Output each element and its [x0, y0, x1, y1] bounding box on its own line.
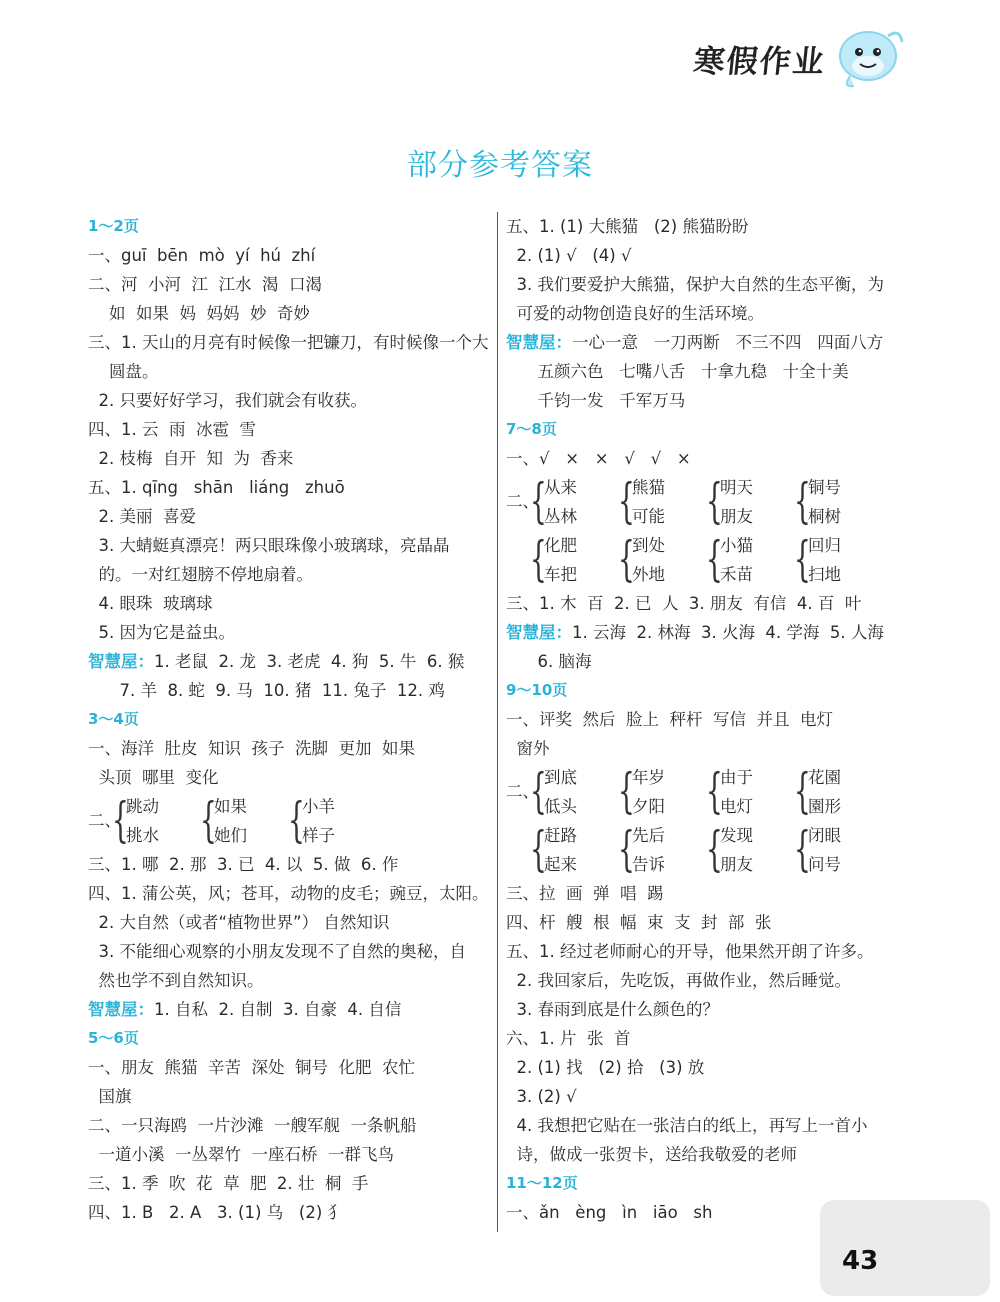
answer-line: 千钧一发 千军万马 — [506, 391, 686, 410]
answer-line: 2. 我回家后，先吃饭，再做作业，然后睡觉。 — [506, 971, 851, 990]
brace-icon: { — [706, 763, 723, 819]
answer-line: 2. 美丽 喜爱 — [88, 507, 196, 526]
pair-word: 发现 — [720, 826, 753, 845]
answer-line: 5. 因为它是益虫。 — [88, 623, 235, 642]
word-pair — [544, 531, 577, 589]
section-heading: 9～10页 — [506, 681, 568, 699]
answer-line: 一、评奖 然后 脸上 秤杆 写信 并且 电灯 — [506, 710, 833, 729]
pair-word: 朋友 — [720, 507, 753, 526]
answer-line: 头顶 哪里 变化 — [88, 768, 219, 787]
answer-line: 2. 枝梅 自开 知 为 香来 — [88, 449, 294, 468]
pair-word: 赶路 — [544, 826, 577, 845]
answer-line: 3. 大蜻蜓真漂亮！两只眼珠像小玻璃球，亮晶晶 — [88, 536, 450, 555]
answer-line: 如 如果 妈 妈妈 妙 奇妙 — [88, 304, 310, 323]
pair-word: 小猫 — [720, 536, 753, 555]
word-pair — [302, 792, 335, 850]
word-pair — [808, 473, 841, 531]
answer-line: 三、拉 画 弹 唱 踢 — [506, 884, 664, 903]
brace-icon: { — [794, 821, 811, 877]
pair-word: 小羊 — [302, 797, 335, 816]
brace-icon: { — [706, 473, 723, 529]
pair-word: 外地 — [632, 565, 665, 584]
answer-line: 3. (2) √ — [506, 1087, 577, 1106]
page-title: 部分参考答案 — [407, 148, 593, 183]
pair-word: 问号 — [808, 855, 841, 874]
answer-line: 圆盘。 — [88, 362, 159, 381]
brace-pair-group — [506, 763, 926, 821]
word-pair — [632, 531, 665, 589]
answer-line: 三、1. 哪 2. 那 3. 已 4. 以 5. 做 6. 作 — [88, 855, 399, 874]
word-pair — [632, 763, 665, 821]
pair-word: 跳动 — [126, 797, 159, 816]
brace-icon: { — [530, 531, 547, 587]
pair-word: 園形 — [808, 797, 841, 816]
answer-line: 2. 只要好好学习，我们就会有收获。 — [88, 391, 367, 410]
brace-icon: { — [288, 792, 305, 848]
answer-line: 四、杆 艘 根 幅 束 支 封 部 张 — [506, 913, 772, 932]
pair-word: 挑水 — [126, 826, 159, 845]
answer-line: 三、1. 季 吹 花 草 肥 2. 壮 桐 手 — [88, 1174, 369, 1193]
brace-icon: { — [706, 821, 723, 877]
word-pair — [808, 821, 841, 879]
pair-word: 由于 — [720, 768, 753, 787]
word-pair — [632, 821, 665, 879]
answer-line: 3. 我们要爱护大熊猫，保护大自然的生态平衡，为 — [506, 275, 884, 294]
word-pair — [720, 821, 753, 879]
section-heading: 5～6页 — [88, 1029, 139, 1047]
word-pair — [214, 792, 247, 850]
answer-line: 的。一对红翅膀不停地扇着。 — [88, 565, 313, 584]
wisdom-house-line — [88, 995, 488, 1024]
answer-line: 然也学不到自然知识。 — [88, 971, 264, 990]
answer-line: 五颜六色 七嘴八舌 十拿九稳 十全十美 — [506, 362, 849, 381]
pair-word: 车把 — [544, 565, 577, 584]
pair-word: 桐树 — [808, 507, 841, 526]
pair-word: 丛林 — [544, 507, 577, 526]
answer-line: 二、一只海鸥 一片沙滩 一艘军舰 一条帆船 — [88, 1116, 417, 1135]
section-heading: 11～12页 — [506, 1174, 578, 1192]
answer-text: 一心一意 一刀两断 不三不四 四面八方 — [572, 333, 884, 352]
pair-word: 朋友 — [720, 855, 753, 874]
answers-right-column — [506, 212, 926, 1227]
answer-line: 一、guī bēn mò yí hú zhí — [88, 246, 316, 265]
pair-word: 明天 — [720, 478, 753, 497]
brace-icon: { — [112, 792, 129, 848]
answer-line: 五、1. 经过老师耐心的开导，他果然开朗了许多。 — [506, 942, 874, 961]
word-pair — [544, 821, 577, 879]
pair-word: 先后 — [632, 826, 665, 845]
brace-icon: { — [618, 763, 635, 819]
column-divider — [497, 212, 498, 1232]
brace-icon: { — [618, 821, 635, 877]
answer-line: 窗外 — [506, 739, 550, 758]
answer-line: 四、1. 蒲公英，风；苍耳，动物的皮毛；豌豆，太阳。 — [88, 884, 489, 903]
wisdom-house-label: 智慧屋： — [88, 652, 154, 671]
word-pair — [632, 473, 665, 531]
answer-line: 2. (1) √ (4) √ — [506, 246, 632, 265]
question-number: 二、 — [88, 811, 121, 830]
pair-word: 年岁 — [632, 768, 665, 787]
answer-line: 一、ǎn èng ìn iāo sh — [506, 1203, 713, 1222]
answer-line: 可爱的动物创造良好的生活环境。 — [506, 304, 764, 323]
question-number: 二、 — [506, 492, 539, 511]
brace-icon: { — [794, 763, 811, 819]
wisdom-house-line — [506, 328, 926, 357]
answer-line: 2. (1) 找 (2) 拾 (3) 放 — [506, 1058, 705, 1077]
answer-line: 三、1. 木 百 2. 已 人 3. 朋友 有信 4. 百 叶 — [506, 594, 862, 613]
answer-text: 1. 老鼠 2. 龙 3. 老虎 4. 狗 5. 牛 6. 猴 — [154, 652, 465, 671]
answer-line: 五、1. qīng shān liáng zhuō — [88, 478, 345, 497]
brace-pair-group — [506, 473, 926, 531]
pair-word: 如果 — [214, 797, 247, 816]
pair-word: 回归 — [808, 536, 841, 555]
brace-icon: { — [200, 792, 217, 848]
answer-line: 四、1. 云 雨 冰雹 雪 — [88, 420, 256, 439]
word-pair — [808, 763, 841, 821]
header-title: 寒假作业 — [691, 44, 828, 80]
brace-icon: { — [794, 473, 811, 529]
pair-word: 到底 — [544, 768, 577, 787]
pair-word: 告诉 — [632, 855, 665, 874]
answer-line: 2. 大自然（或者“植物世界”） 自然知识 — [88, 913, 390, 932]
word-pair — [720, 473, 753, 531]
brace-icon: { — [530, 821, 547, 877]
pair-word: 夕阳 — [632, 797, 665, 816]
answer-line: 三、1. 天山的月亮有时候像一把镰刀，有时候像一个大 — [88, 333, 489, 352]
page-number: 43 — [842, 1246, 879, 1276]
brace-icon: { — [618, 473, 635, 529]
pair-word: 起来 — [544, 855, 577, 874]
answer-line: 6. 脑海 — [506, 652, 592, 671]
wisdom-house-line — [506, 618, 926, 647]
answer-line: 7. 羊 8. 蛇 9. 马 10. 猪 11. 兔子 12. 鸡 — [88, 681, 445, 700]
word-pair — [544, 763, 577, 821]
answer-line: 五、1. (1) 大熊猫 (2) 熊猫盼盼 — [506, 217, 749, 236]
answer-line: 一、海洋 肚皮 知识 孩子 洗脚 更加 如果 — [88, 739, 415, 758]
wisdom-house-line — [88, 647, 488, 676]
brace-icon: { — [530, 473, 547, 529]
pair-word: 从来 — [544, 478, 577, 497]
section-heading: 1～2页 — [88, 217, 139, 235]
pair-word: 可能 — [632, 507, 665, 526]
answer-line: 4. 眼珠 玻璃球 — [88, 594, 213, 613]
answer-line: 3. 春雨到底是什么颜色的？ — [506, 1000, 719, 1019]
wisdom-house-label: 智慧屋： — [506, 623, 572, 642]
answers-left-column — [88, 212, 488, 1227]
word-pair — [720, 531, 753, 589]
pair-word: 禾苗 — [720, 565, 753, 584]
answer-line: 二、河 小河 江 江水 渴 口渴 — [88, 275, 322, 294]
answer-line: 一道小溪 一丛翠竹 一座石桥 一群飞鸟 — [88, 1145, 394, 1164]
pair-word: 到处 — [632, 536, 665, 555]
answer-text: 1. 自私 2. 自制 3. 自豪 4. 自信 — [154, 1000, 402, 1019]
pair-word: 样子 — [302, 826, 335, 845]
pair-word: 她们 — [214, 826, 247, 845]
answer-line: 3. 不能细心观察的小朋友发现不了自然的奥秘，自 — [88, 942, 466, 961]
section-heading: 7～8页 — [506, 420, 557, 438]
brace-icon: { — [794, 531, 811, 587]
pair-word: 花園 — [808, 768, 841, 787]
word-pair — [720, 763, 753, 821]
word-pair — [544, 473, 577, 531]
brace-icon: { — [706, 531, 723, 587]
brace-icon: { — [530, 763, 547, 819]
wisdom-house-label: 智慧屋： — [88, 1000, 154, 1019]
answer-line: 一、√ × × √ √ × — [506, 449, 691, 468]
answer-line: 国旗 — [88, 1087, 132, 1106]
pair-word: 化肥 — [544, 536, 577, 555]
dolphin-mascot-icon — [830, 14, 910, 94]
answer-line: 诗，做成一张贺卡，送给我敬爱的老师 — [506, 1145, 797, 1164]
answer-line: 四、1. B 2. A 3. (1) 乌 (2) 犭 — [88, 1203, 345, 1222]
answer-line: 六、1. 片 张 首 — [506, 1029, 631, 1048]
answer-text: 1. 云海 2. 林海 3. 火海 4. 学海 5. 人海 — [572, 623, 884, 642]
word-pair — [126, 792, 159, 850]
word-pair — [808, 531, 841, 589]
brace-pair-group — [88, 792, 488, 850]
pair-word: 闭眼 — [808, 826, 841, 845]
wisdom-house-label: 智慧屋： — [506, 333, 572, 352]
brace-icon: { — [618, 531, 635, 587]
brace-pair-group — [506, 531, 926, 589]
pair-word: 铜号 — [808, 478, 841, 497]
section-heading: 3～4页 — [88, 710, 139, 728]
answer-line: 4. 我想把它贴在一张洁白的纸上，再写上一首小 — [506, 1116, 868, 1135]
pair-word: 熊猫 — [632, 478, 665, 497]
brace-pair-group — [506, 821, 926, 879]
pair-word: 扫地 — [808, 565, 841, 584]
question-number: 二、 — [506, 782, 539, 801]
pair-word: 低头 — [544, 797, 577, 816]
answer-line: 一、朋友 熊猫 辛苦 深处 铜号 化肥 农忙 — [88, 1058, 415, 1077]
pair-word: 电灯 — [720, 797, 753, 816]
